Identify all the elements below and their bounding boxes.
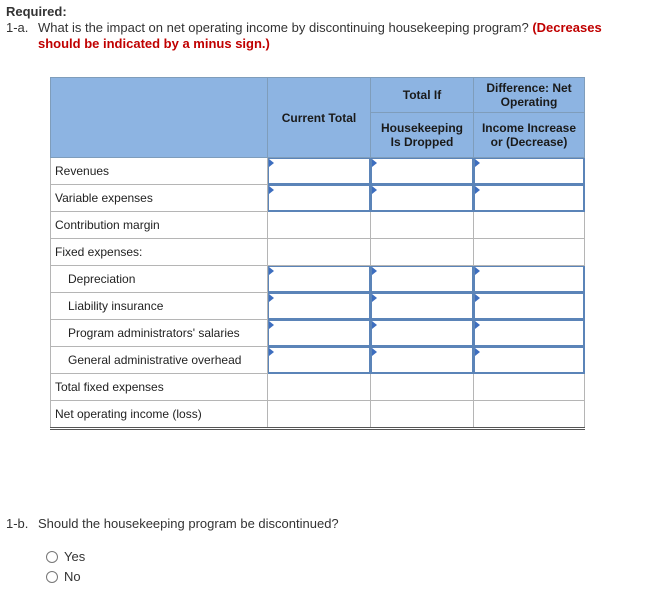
option-yes[interactable]	[46, 549, 85, 564]
question-1b	[6, 516, 339, 531]
total-fixed-difference-cell	[474, 374, 585, 401]
overhead-current-field[interactable]	[268, 347, 370, 373]
option-no[interactable]	[46, 569, 81, 584]
variable-dropped-field[interactable]	[371, 185, 473, 211]
salaries-difference-input[interactable]	[474, 320, 585, 347]
row-label: Program administrators' salaries	[51, 320, 268, 347]
salaries-current-field[interactable]	[268, 320, 370, 346]
table-row	[51, 401, 585, 429]
salaries-current-input[interactable]	[268, 320, 371, 347]
table-row	[51, 212, 585, 239]
overhead-difference-field[interactable]	[474, 347, 584, 373]
noi-difference-cell	[474, 401, 585, 429]
entry-marker-icon	[269, 294, 274, 302]
row-label: Total fixed expenses	[51, 374, 268, 401]
question-1a	[6, 20, 636, 52]
total-fixed-current-cell	[268, 374, 371, 401]
overhead-dropped-field[interactable]	[371, 347, 473, 373]
salaries-dropped-input[interactable]	[371, 320, 474, 347]
depreciation-dropped-input[interactable]	[371, 266, 474, 293]
header-total-if: Total If	[371, 78, 474, 113]
entry-marker-icon	[475, 294, 480, 302]
entry-marker-icon	[475, 267, 480, 275]
depreciation-current-input[interactable]	[268, 266, 371, 293]
question-1b-number: 1-b.	[6, 516, 29, 531]
contribution-current-cell	[268, 212, 371, 239]
question-1a-text: What is the impact on net operating income by discontinuing housekeeping program?	[38, 20, 529, 35]
table-row	[51, 266, 585, 293]
row-label: Fixed expenses:	[51, 239, 268, 266]
entry-marker-icon	[475, 348, 480, 356]
header-difference-bottom: Income Increase or (Decrease)	[474, 113, 585, 158]
noi-current-cell	[268, 401, 371, 429]
row-label: Revenues	[51, 158, 268, 185]
required-title: Required:	[6, 4, 67, 19]
row-label: Net operating income (loss)	[51, 401, 268, 429]
entry-marker-icon	[269, 267, 274, 275]
entry-marker-icon	[372, 267, 377, 275]
depreciation-current-field[interactable]	[268, 266, 370, 292]
variable-dropped-input[interactable]	[371, 185, 474, 212]
header-difference-top: Difference: Net Operating	[474, 78, 585, 113]
table-row	[51, 293, 585, 320]
entry-marker-icon	[372, 186, 377, 194]
variable-difference-field[interactable]	[474, 185, 584, 211]
table-row	[51, 320, 585, 347]
liability-dropped-input[interactable]	[371, 293, 474, 320]
row-label: Liability insurance	[51, 293, 268, 320]
overhead-dropped-input[interactable]	[371, 347, 474, 374]
salaries-difference-field[interactable]	[474, 320, 584, 346]
question-1b-text: Should the housekeeping program be discontinued?	[38, 516, 339, 531]
entry-marker-icon	[475, 186, 480, 194]
row-label: General administrative overhead	[51, 347, 268, 374]
liability-difference-input[interactable]	[474, 293, 585, 320]
entry-marker-icon	[269, 159, 274, 167]
option-yes-label: Yes	[64, 549, 86, 564]
fixed-header-dropped-cell	[371, 239, 474, 266]
fixed-header-difference-cell	[474, 239, 585, 266]
entry-marker-icon	[269, 186, 274, 194]
noi-dropped-cell	[371, 401, 474, 429]
liability-dropped-field[interactable]	[371, 293, 473, 319]
row-label: Variable expenses	[51, 185, 268, 212]
revenues-current-input[interactable]	[268, 158, 371, 185]
entry-marker-icon	[269, 348, 274, 356]
variable-current-field[interactable]	[268, 185, 370, 211]
radio-no[interactable]	[46, 571, 58, 583]
overhead-current-input[interactable]	[268, 347, 371, 374]
depreciation-difference-field[interactable]	[474, 266, 584, 292]
question-1a-number: 1-a.	[6, 20, 29, 35]
liability-current-input[interactable]	[268, 293, 371, 320]
revenues-current-field[interactable]	[268, 158, 370, 184]
revenues-dropped-field[interactable]	[371, 158, 473, 184]
entry-marker-icon	[269, 321, 274, 329]
option-no-label: No	[64, 569, 81, 584]
header-housekeeping-dropped: Housekeeping Is Dropped	[371, 113, 474, 158]
entry-marker-icon	[475, 321, 480, 329]
variable-difference-input[interactable]	[474, 185, 585, 212]
question-1a-note-line1: (Decreases	[532, 20, 602, 35]
entry-marker-icon	[372, 321, 377, 329]
depreciation-difference-input[interactable]	[474, 266, 585, 293]
row-label: Contribution margin	[51, 212, 268, 239]
entry-marker-icon	[372, 348, 377, 356]
contribution-dropped-cell	[371, 212, 474, 239]
table-row	[51, 374, 585, 401]
entry-marker-icon	[372, 294, 377, 302]
table-row	[51, 158, 585, 185]
question-1a-note-line2: should be indicated by a minus sign.)	[38, 36, 270, 51]
liability-difference-field[interactable]	[474, 293, 584, 319]
liability-current-field[interactable]	[268, 293, 370, 319]
entry-marker-icon	[372, 159, 377, 167]
table-row	[51, 239, 585, 266]
contribution-difference-cell	[474, 212, 585, 239]
income-comparison-table	[50, 77, 585, 430]
radio-yes[interactable]	[46, 551, 58, 563]
fixed-header-current-cell	[268, 239, 371, 266]
revenues-difference-input[interactable]	[474, 158, 585, 185]
revenues-difference-field[interactable]	[474, 158, 584, 184]
revenues-dropped-input[interactable]	[371, 158, 474, 185]
table-row	[51, 185, 585, 212]
header-label-column	[51, 78, 268, 158]
salaries-dropped-field[interactable]	[371, 320, 473, 346]
total-fixed-dropped-cell	[371, 374, 474, 401]
overhead-difference-input[interactable]	[474, 347, 585, 374]
row-label: Depreciation	[51, 266, 268, 293]
variable-current-input[interactable]	[268, 185, 371, 212]
depreciation-dropped-field[interactable]	[371, 266, 473, 292]
entry-marker-icon	[475, 159, 480, 167]
header-current-total: Current Total	[268, 78, 371, 158]
table-row	[51, 347, 585, 374]
